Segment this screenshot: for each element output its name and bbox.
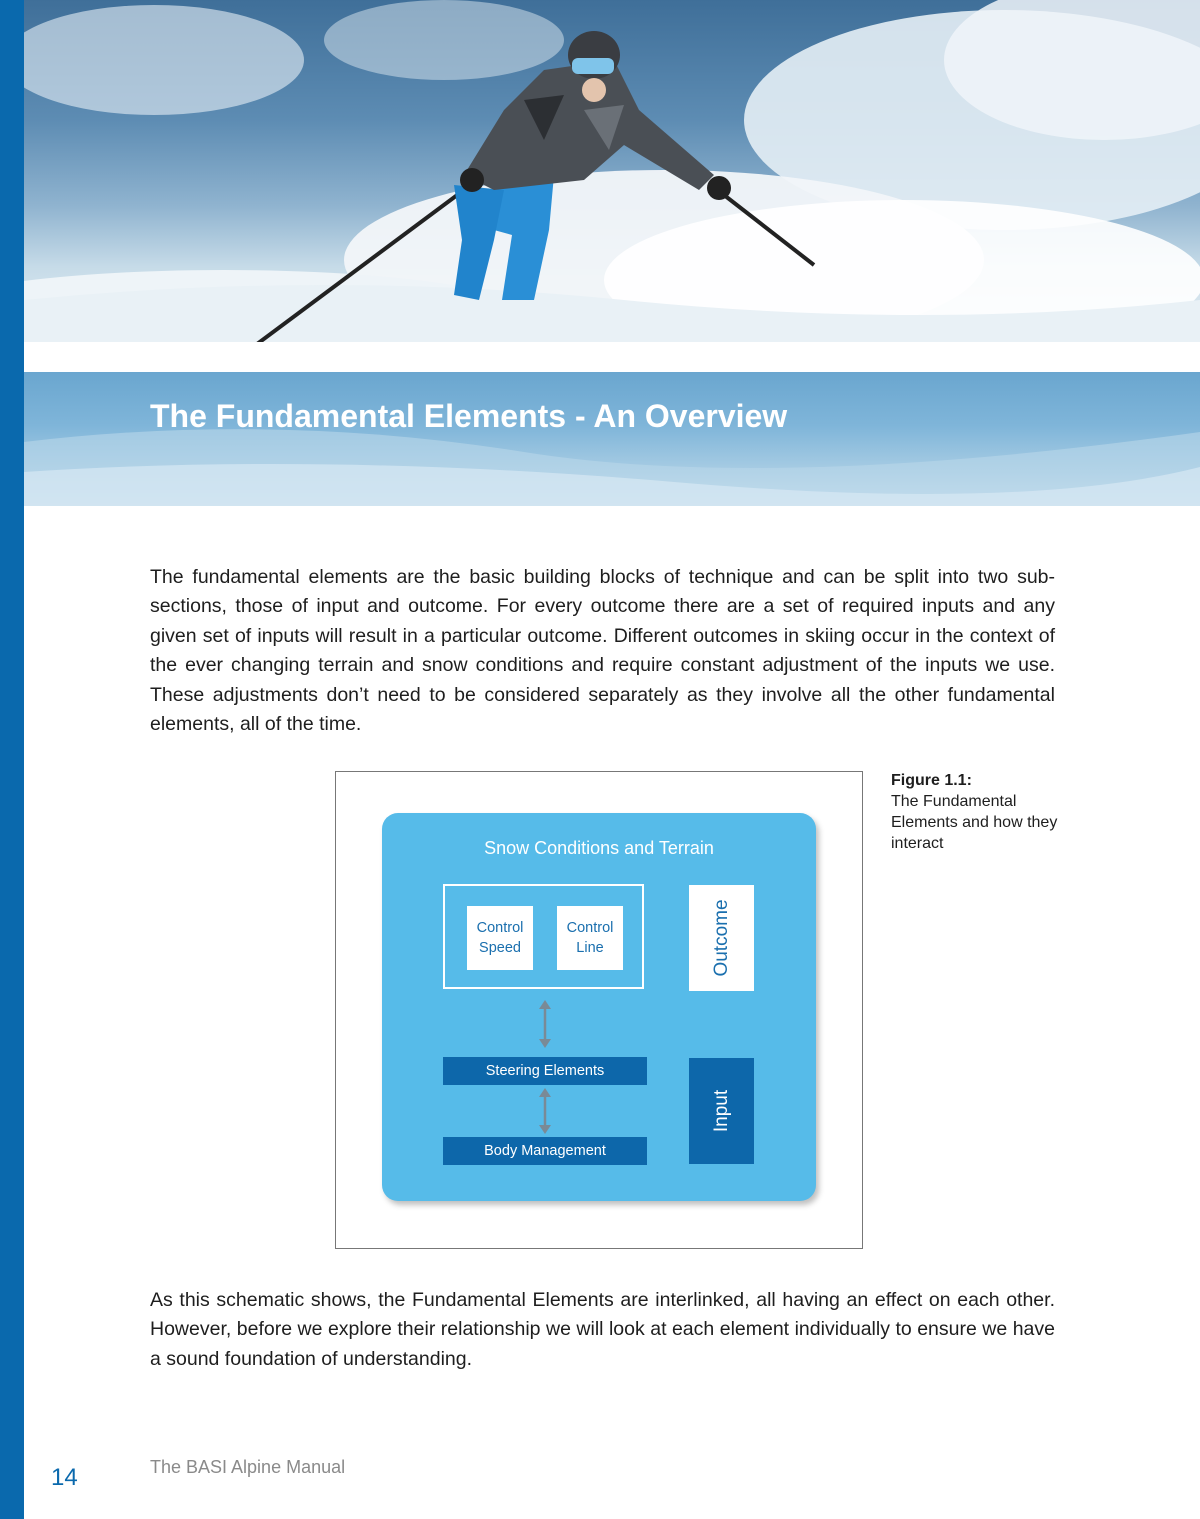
title-band: [24, 372, 1200, 506]
body-management-box: [443, 1137, 647, 1165]
page-title: The Fundamental Elements - An Overview: [150, 398, 788, 434]
divider-stripe: [24, 362, 1200, 368]
body-management-label: Body Management: [484, 1143, 606, 1159]
control-speed-label: Control Speed: [476, 920, 524, 956]
steering-elements-box: [443, 1057, 647, 1085]
intro-paragraph: The fundamental elements are the basic building blocks of technique and can be split into two sub-sections, those of input and outcome. For every outcome there are a set of required inputs and any given set of inputs will result in a particular outcome. Different outcomes in skiing occur in the context of the ever changing terrain and snow conditions and require constant adjustment of the inputs we use. These adjustments don’t need to be considered separately as they involve all the other fundamental elements, all of the time.: [150, 566, 1055, 736]
skier-photo-illustration: [24, 0, 1200, 342]
panel-heading: Snow Conditions and Terrain: [484, 838, 714, 858]
snow-texture: [24, 372, 1200, 506]
double-arrow-icon: [537, 1088, 553, 1134]
steering-elements-label: Steering Elements: [485, 1063, 605, 1079]
outcome-label: Outcome: [711, 899, 732, 977]
footer-manual-title: The BASI Alpine Manual: [150, 1457, 346, 1477]
divider-stripe: [24, 342, 1200, 356]
page-number: 14: [51, 1464, 78, 1491]
control-line-box: [557, 906, 623, 970]
double-arrow-icon: [537, 1000, 553, 1048]
closing-paragraph: As this schematic shows, the Fundamental Elements are interlinked, all having an effect on each other. However, before we explore their relationship we will look at each element individually to ensure we have a sound foundation of understanding.: [150, 1289, 1055, 1370]
figure-number: Figure 1.1:: [891, 772, 972, 789]
input-label: Input: [711, 1089, 732, 1133]
figure-caption: [891, 770, 1061, 854]
control-speed-box: [467, 906, 533, 970]
left-edge-bar: [0, 0, 24, 1519]
hero-photo: [24, 0, 1200, 342]
figure-caption-text: The Fundamental Elements and how they interact: [891, 793, 1058, 852]
control-line-label: Control Line: [566, 920, 614, 956]
